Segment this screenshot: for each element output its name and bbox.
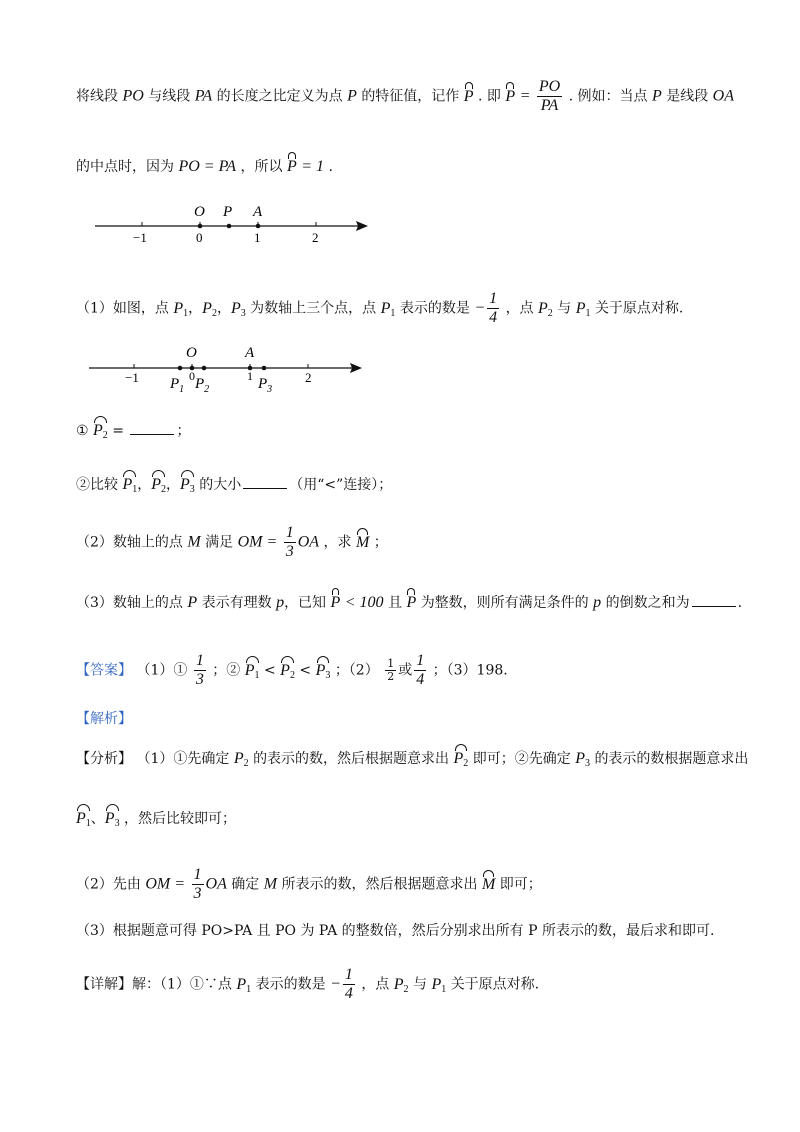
point-O	[198, 224, 203, 229]
text: 与	[557, 300, 572, 317]
question-1-part-2: ②比较 $P_1$，$P_2$，$P_3$ 的大小 （用“<”连接）；	[76, 476, 393, 495]
text: 满足	[205, 534, 234, 551]
label-A: A	[253, 204, 263, 220]
text: （3）根据题意可得 PO>PA 且 PO 为 PA 的整数倍，然后分别求出所有 P 所表示的数，最后求和即可.	[76, 923, 715, 939]
math-M: M	[263, 875, 278, 893]
fraction-PO-PA	[537, 78, 562, 115]
math-P-hat: P	[505, 87, 516, 105]
text: 即可；	[499, 876, 542, 893]
frac-den: 4	[344, 985, 353, 1002]
text: 的长度之比定义为点	[216, 88, 343, 105]
fenxi-tag: 【分析】	[76, 751, 132, 767]
math-P: P	[187, 594, 198, 611]
text: 是线段	[666, 88, 709, 105]
math-inequality: < 100	[344, 594, 384, 611]
minus-sign: −	[474, 299, 486, 317]
text: （1）①先确定	[136, 751, 230, 767]
math-M-hat: M	[481, 875, 496, 893]
text: 的中点时，因为	[76, 159, 174, 175]
text: 即可；②先确定	[472, 751, 571, 767]
analysis-tag: 【解析】	[76, 711, 132, 727]
fraction-one-third: $\frac{1}{3}$	[195, 652, 204, 688]
fraction-one-third: $\frac{1}{3}$	[193, 866, 202, 902]
frac-num: 1	[489, 290, 498, 307]
tick-label: 2	[305, 370, 312, 385]
text: 的表示的数根据题意求出	[594, 751, 749, 767]
text: =	[112, 423, 124, 439]
math-eq: PO = PA	[178, 158, 237, 175]
math-M-hat: M	[355, 533, 370, 551]
text: 解：（1）①∵点	[132, 976, 232, 993]
question-2: （2）数轴上的点 M 满足 OM = $\frac{1}{3}$ OA ，求 M ；	[76, 524, 388, 560]
text: ；（2）	[334, 662, 379, 679]
label-P1: $P_1$	[170, 376, 185, 395]
label-O: O	[186, 345, 197, 361]
intro-line-2	[76, 156, 333, 176]
point-P1	[178, 366, 183, 371]
math-P-hat: P	[463, 87, 474, 105]
tick-label: 0	[189, 369, 195, 383]
text: ；（3）198.	[432, 662, 508, 679]
fenxi-line-3: （2）先由 OM = $\frac{1}{3}$ OA 确定 M 所表示的数，然后根据题意求出 M 即可；	[76, 866, 542, 902]
text: 的特征值，记作	[361, 88, 460, 105]
text: ，点	[361, 976, 390, 993]
answer-blank	[692, 606, 736, 607]
text: 表示的数是	[255, 976, 326, 993]
tick-label: −1	[133, 230, 147, 245]
text: ②比较	[76, 477, 118, 493]
text: . 即	[478, 88, 501, 105]
text: ，点	[505, 300, 534, 317]
text: 表示有理数	[201, 595, 272, 611]
answer-blank	[243, 488, 287, 489]
tick-label: 0	[196, 230, 203, 245]
text: 所表示的数，然后根据题意求出	[281, 876, 478, 893]
label-P: P	[223, 204, 233, 220]
text: 的表示的数，然后根据题意求出	[253, 751, 450, 767]
text: 、	[90, 811, 105, 827]
answer-line: 【答案】 （1）① $\frac{1}{3}$ ；② $P_1 < P_2 < P_3$ ；（2） $\frac{1}{2}$ 或 $\frac{1}{4}$ ；（3）198.	[76, 652, 508, 688]
question-1: （1）如图，点 $P_1$，$P_2$，$P_3$ 为数轴上三个点，点 $P_1$ 表示的数是 − $\frac{1}{4}$ ，点 $P_2$ 与 $P_1$ 关于原点对称.	[76, 290, 684, 326]
math-P-hat: P	[330, 594, 341, 611]
point-A	[256, 224, 261, 229]
text: 为数轴上三个点，点	[250, 300, 377, 317]
point-P3	[262, 366, 267, 371]
text: 确定	[231, 876, 260, 893]
text: 关于原点对称.	[594, 300, 684, 317]
text: .	[328, 159, 333, 175]
point-P2	[202, 366, 207, 371]
number-line-2	[84, 340, 374, 396]
text: 或	[398, 662, 413, 679]
text: . 例如：当点	[568, 88, 648, 105]
math-M: M	[187, 533, 201, 551]
tick-label: 2	[312, 230, 319, 245]
fraction-one-quarter: $\frac{1}{4}$	[416, 652, 425, 688]
answer-tag: 【答案】	[76, 662, 132, 679]
math-eq: = 1	[301, 158, 324, 175]
text: ；	[373, 534, 388, 551]
text: 的大小	[199, 477, 242, 493]
label-A: A	[245, 345, 255, 361]
frac-num: PO	[538, 78, 561, 95]
question-1-part-1: ① $P_2$ = ；	[76, 422, 191, 441]
frac-den: PA	[540, 97, 559, 114]
label-P2: $P_2$	[195, 376, 210, 395]
text: 表示的数是	[399, 300, 470, 317]
math-OA: OA	[712, 87, 734, 105]
detail-tag: 【详解】	[76, 976, 132, 993]
text: （2）先由	[76, 876, 141, 893]
math-PO: PO	[122, 87, 144, 105]
text: ，已知	[284, 595, 327, 611]
text: （1）如图，点	[76, 300, 169, 317]
label-O: O	[194, 204, 205, 220]
question-3	[76, 592, 742, 612]
text: 与	[413, 976, 427, 993]
math-P: P	[651, 87, 662, 105]
analysis-heading	[76, 708, 132, 728]
fraction-one-half: $\frac{1}{2}$	[387, 657, 395, 683]
text: 的倒数之和为	[605, 595, 690, 611]
tick-label: 1	[254, 230, 261, 245]
fraction-one-quarter	[343, 966, 355, 1003]
math-P-hat: P	[286, 158, 297, 175]
detail-line-1: 【详解】解：（1）①∵点 $P_1$ 表示的数是 − $\frac{1}{4}$ ，点 $P_2$ 与 $P_1$ 关于原点对称.	[76, 966, 540, 1002]
tick-label: −1	[125, 370, 139, 385]
text: ；②	[212, 662, 241, 679]
fenxi-line-2: $P_1$、$P_3$ ，然后比较即可；	[76, 810, 237, 829]
text: 关于原点对称.	[450, 976, 540, 993]
text: .	[737, 595, 743, 611]
text: 为整数，则所有满足条件的	[420, 595, 589, 611]
text: 将线段	[76, 88, 118, 105]
math-P-hat: P	[406, 594, 417, 611]
text: ；	[176, 423, 191, 439]
text: <	[263, 662, 276, 679]
math-PA: PA	[194, 87, 213, 105]
point-P	[227, 224, 232, 229]
text: （2）数轴上的点	[76, 534, 183, 551]
math-p: p	[593, 594, 602, 611]
math-P: P	[347, 87, 357, 105]
text: （1）①	[136, 662, 188, 679]
number-line-1	[90, 196, 380, 246]
frac-num: 1	[344, 966, 353, 983]
text: （用“<”连接）；	[289, 477, 393, 493]
text: ，求	[323, 534, 352, 551]
fenxi-line-4	[76, 920, 714, 940]
label-P3: $P_3$	[258, 376, 273, 395]
text: ，然后比较即可；	[124, 811, 237, 827]
fraction-one-third: $\frac{1}{3}$	[285, 524, 294, 560]
minus-sign: −	[330, 975, 341, 993]
text: <	[299, 662, 312, 679]
text: 且	[388, 595, 402, 611]
frac-den: 4	[489, 309, 498, 326]
answer-blank	[130, 434, 174, 435]
text: ①	[76, 423, 89, 439]
text: （3）数轴上的点	[76, 595, 183, 611]
math-p: p	[276, 594, 285, 611]
fraction-one-quarter	[487, 290, 499, 327]
tick-label: 1	[247, 369, 253, 383]
text: 与线段	[148, 88, 191, 105]
text: ，所以	[240, 159, 283, 175]
fenxi-line-1: 【分析】 （1）①先确定 $P_2$ 的表示的数，然后根据题意求出 $P_2$ 即可；②先确定 $P_3$ 的表示的数根据题意求出	[76, 750, 749, 769]
intro-line-1: 将线段 PO 与线段 PA 的长度之比定义为点 P 的特征值，记作 P . 即 P = $\frac{PO}{PA}$ . 例如：当点 P 是线段 OA	[76, 78, 734, 114]
